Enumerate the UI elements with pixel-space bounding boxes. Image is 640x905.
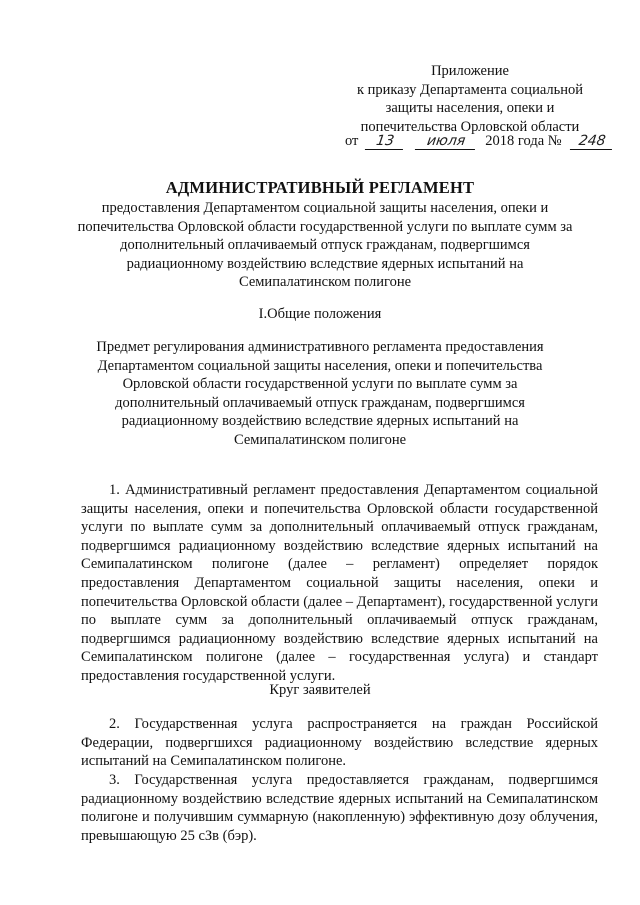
order-year: 2018 года	[485, 133, 545, 149]
appendix-line: защиты населения, опеки и	[385, 100, 555, 116]
paragraph-1: 1. Административный регламент предоставления Департаментом социальной защиты населения, опеки и попечительства Орловской области государственной услуги по выплате сумм за дополнительный оплачиваемый отпуск гражданам, подвергшимся радиационному воздействию вследствие ядерных испытаний на Семипалатинском полигоне (далее – регламент) определяет порядок предоставления Департаментом социальной защиты населения, опеки и попечительства Орловской области (далее – Департамент), государственной услуги по выплате сумм за дополнительный оплачиваемый отпуск гражданам, подвергшимся радиационному воздействию вследствие ядерных испытаний на Семипалатинском полигоне (далее – государственная услуга) и стандарт предоставления государственной услуги.	[81, 482, 598, 684]
document-subtitle: предоставления Департаментом социальной защиты населения, опеки и попечительства Орловской области государственной услуги по выплате сумм за дополнительный оплачиваемый отпуск гражданам, подвергшимся радиационному воздействию вследствие ядерных испытаний на Семипалатинском полигоне	[77, 200, 573, 291]
handwritten-month: июля	[415, 134, 477, 150]
paragraph-2: 2. Государственная услуга распространяется на граждан Российской Федерации, подвергшихся радиационному воздействию вследствие ядерных испытаний на Семипалатинском полигоне.	[81, 716, 598, 770]
applicants-heading: Круг заявителей	[269, 682, 371, 698]
appendix-block	[340, 62, 600, 136]
appendix-line: попечительства Орловской области	[360, 118, 580, 135]
order-date-line	[345, 133, 615, 150]
handwritten-order-number: 248	[570, 134, 614, 150]
appendix-line: к приказу Департамента социальной	[356, 81, 584, 98]
subject-heading: Предмет регулирования административного регламента предоставления Департаментом социальной защиты населения, опеки и попечительства Орловской области государственной услуги по выплате сумм за дополнительный оплачиваемый отпуск гражданам, подвергшимся радиационному воздействию вследствие ядерных испытаний на Семипалатинском полигоне	[96, 339, 544, 448]
appendix-line: Приложение	[431, 63, 509, 79]
section-heading: I.Общие положения	[258, 306, 382, 322]
number-sign: №	[547, 133, 562, 149]
handwritten-day: 13	[365, 134, 405, 150]
document-title: АДМИНИСТРАТИВНЫЙ РЕГЛАМЕНТ	[165, 178, 475, 197]
paragraph-3: 3. Государственная услуга предоставляется гражданам, подвергшимся радиационному воздействию вследствие ядерных испытаний на Семипалатинском полигоне и получившим суммарную (накопленную) эффективную дозу облучения, превышающую 25 сЗв (бэр).	[81, 772, 598, 844]
date-prefix: от	[345, 133, 359, 149]
